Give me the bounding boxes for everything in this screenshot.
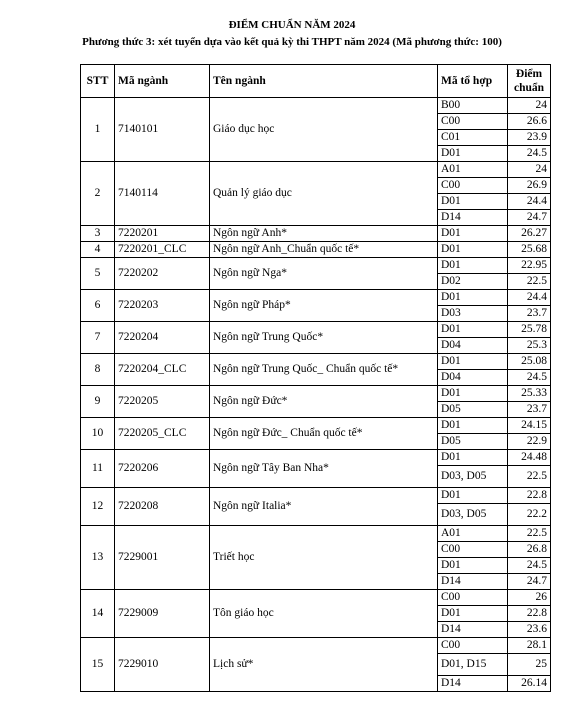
row-stt: 5 [81, 258, 115, 290]
row-diem-chuan: 24 [508, 162, 551, 178]
row-ma-nganh: 7220202 [115, 258, 210, 290]
row-stt: 15 [81, 638, 115, 692]
header-ten-nganh: Tên ngành [210, 65, 438, 98]
table-row [81, 322, 551, 338]
row-diem-chuan: 25 [508, 654, 551, 676]
row-ma-to-hop: D01 [438, 558, 508, 574]
row-ma-nganh: 7229001 [115, 526, 210, 590]
row-stt: 14 [81, 590, 115, 638]
row-diem-chuan: 23.6 [508, 622, 551, 638]
row-diem-chuan: 22.8 [508, 606, 551, 622]
row-diem-chuan: 24.4 [508, 194, 551, 210]
cutoff-score-table [80, 64, 551, 692]
row-ma-to-hop: A01 [438, 162, 508, 178]
row-ma-nganh: 7140101 [115, 98, 210, 162]
row-diem-chuan: 22.9 [508, 434, 551, 450]
table-row [81, 226, 551, 242]
row-diem-chuan: 28.1 [508, 638, 551, 654]
table-header-row [81, 65, 551, 98]
row-ma-to-hop: D01 [438, 488, 508, 504]
row-diem-chuan: 24.5 [508, 146, 551, 162]
row-diem-chuan: 26.14 [508, 676, 551, 692]
row-ten-nganh: Giáo dục học [210, 98, 438, 162]
row-ma-to-hop: D02 [438, 274, 508, 290]
table-body [81, 98, 551, 692]
row-diem-chuan: 23.7 [508, 306, 551, 322]
row-ten-nganh: Ngôn ngữ Nga* [210, 258, 438, 290]
row-ma-to-hop: D01, D15 [438, 654, 508, 676]
row-diem-chuan: 24.7 [508, 210, 551, 226]
row-ma-to-hop: D14 [438, 622, 508, 638]
row-ma-nganh: 7220208 [115, 488, 210, 526]
row-ten-nganh: Ngôn ngữ Trung Quốc_ Chuẩn quốc tế* [210, 354, 438, 386]
row-ma-to-hop: D05 [438, 434, 508, 450]
row-diem-chuan: 26.27 [508, 226, 551, 242]
row-ma-nganh: 7220205 [115, 386, 210, 418]
row-stt: 9 [81, 386, 115, 418]
row-diem-chuan: 22.95 [508, 258, 551, 274]
row-diem-chuan: 24.48 [508, 450, 551, 466]
row-ten-nganh: Quản lý giáo dục [210, 162, 438, 226]
row-stt: 12 [81, 488, 115, 526]
row-stt: 2 [81, 162, 115, 226]
row-diem-chuan: 25.68 [508, 242, 551, 258]
table-row [81, 258, 551, 274]
row-stt: 4 [81, 242, 115, 258]
row-ma-to-hop: D01 [438, 322, 508, 338]
row-ma-to-hop: D01 [438, 146, 508, 162]
row-diem-chuan: 26.6 [508, 114, 551, 130]
row-diem-chuan: 25.33 [508, 386, 551, 402]
row-stt: 10 [81, 418, 115, 450]
row-diem-chuan: 26 [508, 590, 551, 606]
row-diem-chuan: 25.78 [508, 322, 551, 338]
row-ma-nganh: 7229010 [115, 638, 210, 692]
row-ma-to-hop: D01 [438, 194, 508, 210]
row-ma-to-hop: D01 [438, 258, 508, 274]
table-row [81, 98, 551, 114]
row-ma-to-hop: D04 [438, 370, 508, 386]
row-diem-chuan: 22.2 [508, 504, 551, 526]
row-ma-to-hop: D04 [438, 338, 508, 354]
row-ten-nganh: Ngôn ngữ Pháp* [210, 290, 438, 322]
row-diem-chuan: 25.08 [508, 354, 551, 370]
document-title: ĐIỂM CHUẨN NĂM 2024 [228, 19, 356, 31]
table-row [81, 242, 551, 258]
row-ma-to-hop: D01 [438, 290, 508, 306]
row-stt: 6 [81, 290, 115, 322]
row-diem-chuan: 22.8 [508, 488, 551, 504]
row-ma-nganh: 7220206 [115, 450, 210, 488]
table-row [81, 290, 551, 306]
row-stt: 1 [81, 98, 115, 162]
row-ma-to-hop: D01 [438, 354, 508, 370]
row-ma-nganh: 7229009 [115, 590, 210, 638]
row-ma-to-hop: C00 [438, 590, 508, 606]
row-stt: 13 [81, 526, 115, 590]
row-diem-chuan: 24.7 [508, 574, 551, 590]
row-ma-nganh: 7220201 [115, 226, 210, 242]
row-diem-chuan: 25.3 [508, 338, 551, 354]
row-ma-nganh: 7140114 [115, 162, 210, 226]
row-ma-to-hop: C00 [438, 638, 508, 654]
table-row [81, 354, 551, 370]
row-ma-to-hop: D01 [438, 242, 508, 258]
row-stt: 7 [81, 322, 115, 354]
row-diem-chuan: 22.5 [508, 526, 551, 542]
row-ma-to-hop: D01 [438, 418, 508, 434]
row-ten-nganh: Tôn giáo học [210, 590, 438, 638]
row-ma-nganh: 7220204_CLC [115, 354, 210, 386]
table-row [81, 418, 551, 434]
row-ma-to-hop: D14 [438, 574, 508, 590]
header-stt: STT [81, 65, 115, 98]
row-ma-to-hop: B00 [438, 98, 508, 114]
row-ma-nganh: 7220203 [115, 290, 210, 322]
row-ma-to-hop: C01 [438, 130, 508, 146]
row-ma-to-hop: D01 [438, 450, 508, 466]
row-diem-chuan: 22.5 [508, 274, 551, 290]
row-ma-to-hop: A01 [438, 526, 508, 542]
table-row [81, 638, 551, 654]
row-ma-nganh: 7220205_CLC [115, 418, 210, 450]
row-ma-to-hop: D14 [438, 210, 508, 226]
row-diem-chuan: 24.5 [508, 370, 551, 386]
row-ten-nganh: Ngôn ngữ Italia* [210, 488, 438, 526]
table-row [81, 488, 551, 504]
row-ten-nganh: Triết học [210, 526, 438, 590]
row-ma-to-hop: D14 [438, 676, 508, 692]
row-ten-nganh: Ngôn ngữ Trung Quốc* [210, 322, 438, 354]
row-diem-chuan: 26.8 [508, 542, 551, 558]
row-ten-nganh: Lịch sử* [210, 638, 438, 692]
row-ma-to-hop: D01 [438, 226, 508, 242]
header-ma-to-hop: Mã tổ hợp [438, 65, 508, 98]
row-diem-chuan: 24 [508, 98, 551, 114]
row-diem-chuan: 23.9 [508, 130, 551, 146]
row-diem-chuan: 24.4 [508, 290, 551, 306]
row-stt: 8 [81, 354, 115, 386]
table-row [81, 162, 551, 178]
row-stt: 3 [81, 226, 115, 242]
row-ma-nganh: 7220204 [115, 322, 210, 354]
row-ma-to-hop: D03, D05 [438, 504, 508, 526]
row-ma-to-hop: D01 [438, 606, 508, 622]
row-ten-nganh: Ngôn ngữ Đức_ Chuẩn quốc tế* [210, 418, 438, 450]
header-diem-chuan: Điểm chuẩn [508, 65, 551, 98]
document-subtitle: Phương thức 3: xét tuyển dựa vào kết quả kỳ thi THPT năm 2024 (Mã phương thức: 100) [82, 36, 502, 48]
row-ma-to-hop: D03 [438, 306, 508, 322]
row-ten-nganh: Ngôn ngữ Anh* [210, 226, 438, 242]
row-ma-to-hop: C00 [438, 542, 508, 558]
table-row [81, 590, 551, 606]
table-row [81, 526, 551, 542]
row-diem-chuan: 22.5 [508, 466, 551, 488]
table-row [81, 450, 551, 466]
row-ma-to-hop: D03, D05 [438, 466, 508, 488]
row-ten-nganh: Ngôn ngữ Anh_Chuẩn quốc tế* [210, 242, 438, 258]
row-ma-to-hop: D01 [438, 386, 508, 402]
header-ma-nganh: Mã ngành [115, 65, 210, 98]
row-stt: 11 [81, 450, 115, 488]
row-ma-to-hop: D05 [438, 402, 508, 418]
row-ma-to-hop: C00 [438, 114, 508, 130]
row-ten-nganh: Ngôn ngữ Đức* [210, 386, 438, 418]
table-row [81, 386, 551, 402]
row-ma-nganh: 7220201_CLC [115, 242, 210, 258]
row-diem-chuan: 26.9 [508, 178, 551, 194]
row-diem-chuan: 24.5 [508, 558, 551, 574]
row-diem-chuan: 24.15 [508, 418, 551, 434]
row-ten-nganh: Ngôn ngữ Tây Ban Nha* [210, 450, 438, 488]
row-ma-to-hop: C00 [438, 178, 508, 194]
row-diem-chuan: 23.7 [508, 402, 551, 418]
